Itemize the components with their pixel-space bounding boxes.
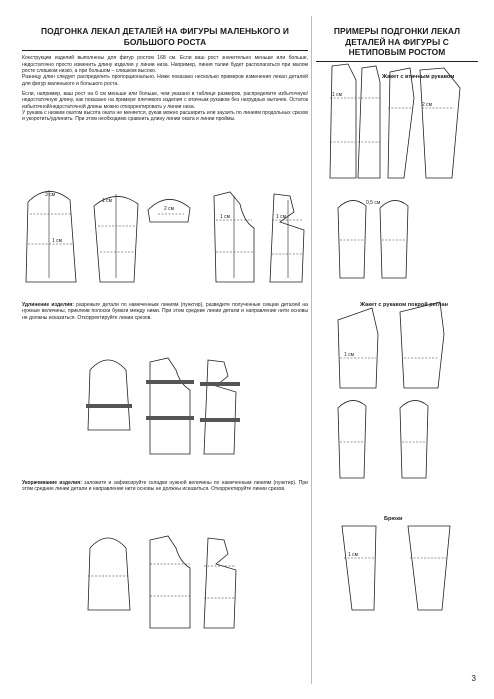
shorten-paragraph [22,480,308,493]
label-r-1cm-a: 1 см [332,92,343,98]
intro-paragraph-2: Разницу длин следует распределить пропорционально. Ниже показано несколько примеров изменения лекал деталей для фигур маленького и большого роста. [22,74,308,87]
label-r-halfcm: 0,5 см [366,200,381,206]
left-title-rule [22,50,308,51]
page-number: 3 [471,674,476,683]
shorten-section [22,480,308,493]
left-column [22,26,308,123]
right-title: ПРИМЕРЫ ПОДГОНКИ ЛЕКАЛ ДЕТАЛЕЙ НА ФИГУРЫ С НЕТИПОВЫМ РОСТОМ [333,26,461,57]
label-3cm: 3 см [45,192,56,198]
label-1cm-a: 1 см [52,238,63,244]
left-title: ПОДГОНКА ЛЕКАЛ ДЕТАЛЕЙ НА ФИГУРЫ МАЛЕНЬКОГО И БОЛЬШОГО РОСТА [40,26,290,47]
lengthen-section [22,302,308,321]
figure-basic-patterns [18,182,308,292]
label-1cm-c: 1 см [220,214,231,220]
label-jacket-raglan: Жакет с рукавом покрой реглан [360,302,448,308]
label-1cm-d: 1 см [276,214,287,220]
figure-nonstandard-height [318,58,478,618]
front-pattern [270,194,304,282]
intro-paragraph-3: Если, например, ваш рост на 6 см меньше или больше, чем указано в таблице размеров, распределите избыточную/недостаточную длину, как показано на примере плечевого изделия с втачным рукавом без нагрудных вытачек. Остаток избыточной/недостаточной длины можно откорректировать у линии низа. [22,90,308,110]
intro-paragraph-4: У рукава с низким окатом высота оката не меняется, рукав можно расширить или заузить по линиям продольных срезов и укоротить/удлинить. При этом необходимо сравнить длину линии оката и линии проймы. [22,109,308,123]
label-jacket-set-in: Жакет с втачным рукавом [382,74,455,80]
label-2cm: 2 см [164,206,175,212]
shorten-text: заложите и зафиксируйте складки нужной величины по намеченным линиям (пунктир). При этом средние линии детали и направление нити основы не должны исказиться. Откорректируйте линии срезов. [22,480,309,493]
lengthen-text: разрежьте детали по намеченным линиям (пунктир), разведите полученные секции деталей на нужные величины, приклеив полоски бумаги между ними. При этом средние линии детали и направление нити основы не должны исказиться. Откорректируйте линии срезов. [22,302,308,321]
label-r-1cm-c: 1 см [348,552,359,558]
label-1cm-b: 1 см [102,198,113,204]
label-r-1cm-b: 1 см [344,352,355,358]
label-trousers: Брюки [384,516,403,522]
intro-paragraph-1: Конструкции изделий выполнены для фигур ростом 168 см. Если ваш рост значительно меньше или больше, недостаточно просто изменить длину изделия у линии низа. Например, линия талии будет располагаться при малом росте слишком низко, а при большом – слишком высоко. [22,55,308,74]
sleeve-pattern-1 [26,191,76,282]
figure-shortening [80,528,290,640]
lengthen-lead: Удлинение изделия: [22,302,74,308]
lengthen-paragraph [22,302,308,321]
figure-lengthening [80,350,290,460]
shorten-lead: Укорачивание изделия: [22,480,82,486]
column-divider [311,16,312,684]
label-r-2cm: 2 см [422,102,433,108]
